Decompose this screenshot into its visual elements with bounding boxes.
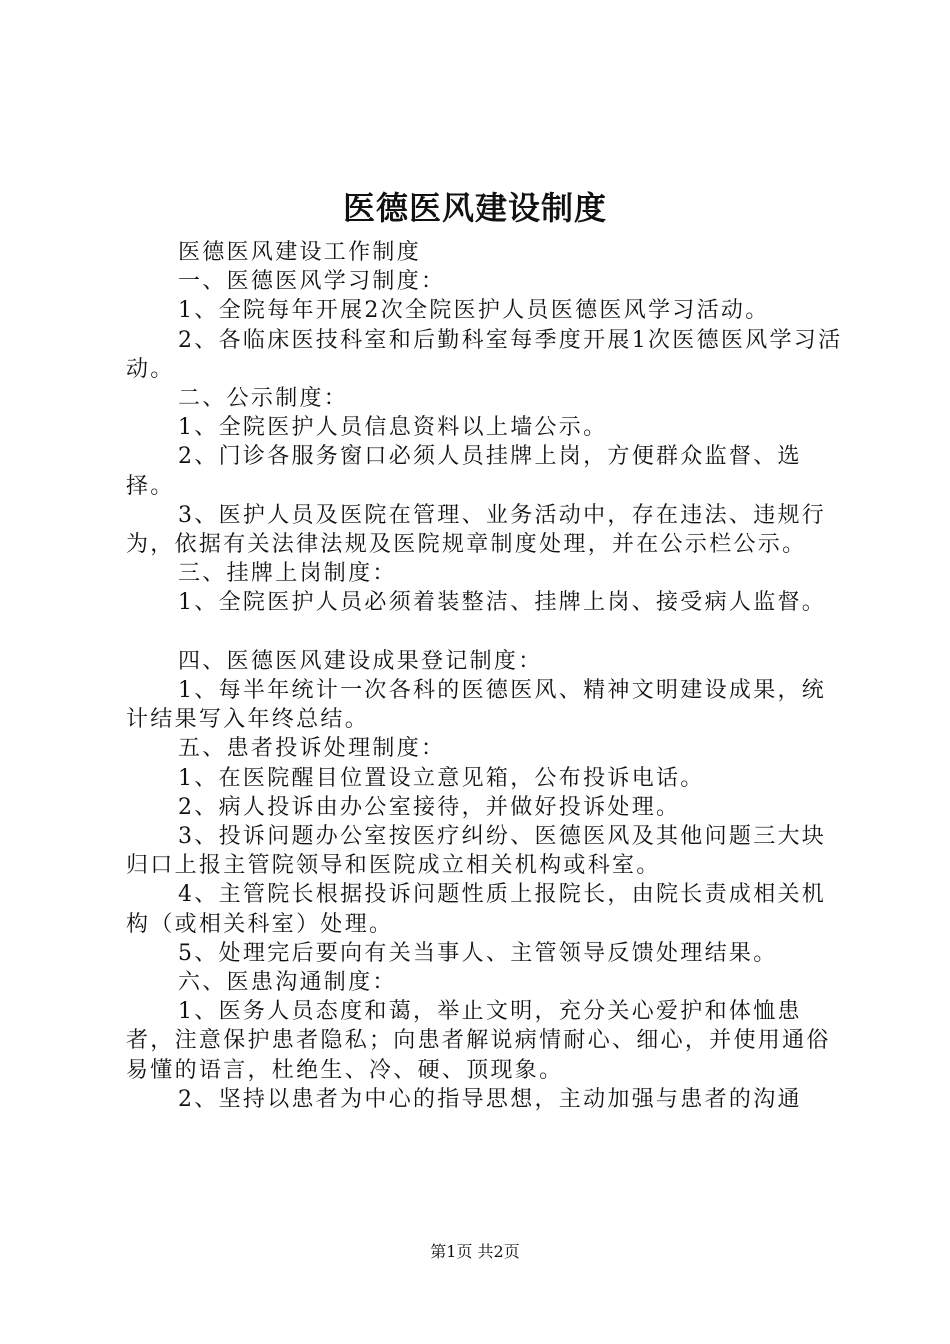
paragraph: 1、医务人员态度和蔼，举止文明，充分关心爱护和体恤患者，注意保护患者隐私；向患者解说病情耐心、细心，并使用通俗易懂的语言，杜绝生、冷、硬、顶现象。: [126, 999, 831, 1083]
section-heading: 四、医德医风建设成果登记制度：: [178, 648, 543, 674]
document-title: 医德医风建设制度: [342, 189, 607, 227]
blank-line: [126, 618, 846, 647]
paragraph: 4、主管院长根据投诉问题性质上报院长，由院长责成相关机构（或相关科室）处理。: [126, 882, 827, 937]
paragraph: 2、各临床医技科室和后勤科室每季度开展1次医德医风学习活动。: [126, 327, 843, 382]
paragraph: 1、在医院醒目位置设立意见箱，公布投诉电话。: [178, 765, 705, 791]
paragraph: 医德医风建设工作制度: [178, 240, 422, 265]
paragraph: 1、每半年统计一次各科的医德医风、精神文明建设成果，统计结果写入年终总结。: [126, 678, 827, 733]
paragraph: 3、医护人员及医院在管理、业务活动中，存在违法、违规行为，依据有关法律法规及医院规章制度处理，并在公示栏公示。: [126, 502, 827, 558]
section-heading: 五、患者投诉处理制度：: [178, 736, 446, 762]
paragraph: 1、全院医护人员必须着装整洁、挂牌上岗、接受病人监督。: [178, 590, 827, 616]
section-heading: 二、公示制度：: [178, 386, 349, 412]
paragraph: 2、病人投诉由办公室接待，并做好投诉处理。: [178, 794, 681, 820]
paragraph: 2、门诊各服务窗口必须人员挂牌上岗，方便群众监督、选择。: [126, 444, 802, 499]
section-heading: 一、医德医风学习制度：: [178, 269, 446, 295]
section-heading: 三、挂牌上岗制度：: [178, 561, 397, 587]
paragraph: 5、处理完后要向有关当事人、主管领导反馈处理结果。: [178, 940, 778, 966]
paragraph: 3、投诉问题办公室按医疗纠纷、医德医风及其他问题三大块归口上报主管院领导和医院成立相关机构或科室。: [126, 824, 827, 879]
page-footer: 第1页 共2页: [430, 1242, 520, 1261]
paragraph: 1、全院每年开展2次全院医护人员医德医风学习活动。: [178, 298, 770, 324]
document-body: [126, 238, 846, 1114]
paragraph: 1、全院医护人员信息资料以上墙公示。: [178, 415, 608, 441]
paragraph: 2、坚持以患者为中心的指导思想，主动加强与患者的沟通: [178, 1086, 802, 1112]
section-heading: 六、医患沟通制度：: [178, 970, 397, 996]
